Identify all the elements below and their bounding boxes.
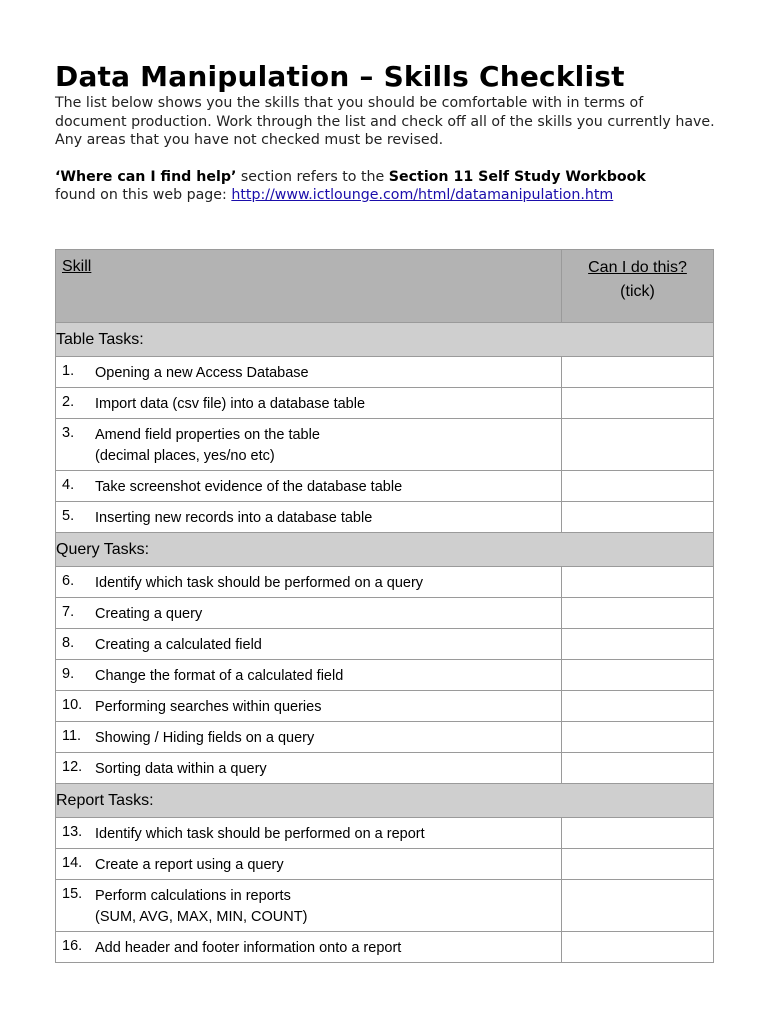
skill-cell: [56, 880, 562, 932]
page-title: Data Manipulation – Skills Checklist: [55, 60, 625, 93]
table-row: [56, 818, 714, 849]
skill-cell: [56, 722, 562, 753]
section-header-row: [56, 323, 714, 357]
tick-cell[interactable]: [562, 849, 714, 880]
skill-number: 2.: [62, 394, 75, 410]
skill-cell: [56, 629, 562, 660]
section-title: Table Tasks:: [56, 323, 714, 357]
skill-cell: [56, 753, 562, 784]
skill-number: 11.: [62, 728, 82, 744]
intro-paragraph: The list below shows you the skills that you should be comfortable with in terms of document production. Work through the list and check off all of the skills you currently have. Any areas that you have not checked must be revised.: [55, 95, 715, 148]
table-row: [56, 880, 714, 932]
skill-label: Creating a query: [95, 606, 203, 622]
tick-cell[interactable]: [562, 357, 714, 388]
table-row: [56, 932, 714, 963]
skill-label: Add header and footer information onto a report: [95, 940, 402, 956]
table-row: [56, 471, 714, 502]
skill-cell: [56, 388, 562, 419]
skill-label: Performing searches within queries: [95, 699, 322, 715]
skill-number: 7.: [62, 604, 75, 620]
workbook-name: Section 11 Self Study Workbook: [388, 168, 646, 185]
table-row: [56, 598, 714, 629]
tick-cell[interactable]: [562, 502, 714, 533]
table-row: [56, 722, 714, 753]
skill-number: 4.: [62, 477, 75, 493]
skill-cell: [56, 502, 562, 533]
section-title: Report Tasks:: [56, 784, 714, 818]
skill-cell: [56, 818, 562, 849]
skill-label: Creating a calculated field: [95, 637, 262, 653]
skill-number: 6.: [62, 573, 75, 589]
skill-number: 8.: [62, 635, 75, 651]
tick-cell[interactable]: [562, 932, 714, 963]
skill-number: 16.: [62, 938, 83, 954]
help-paragraph: [55, 168, 715, 205]
tick-cell[interactable]: [562, 753, 714, 784]
skill-number: 15.: [62, 886, 83, 902]
section-header-row: [56, 533, 714, 567]
tick-cell[interactable]: [562, 419, 714, 471]
help-text-1: section refers to the: [236, 168, 389, 185]
skill-label: Identify which task should be performed on a query: [95, 575, 424, 591]
tick-cell[interactable]: [562, 598, 714, 629]
tick-cell[interactable]: [562, 567, 714, 598]
skill-number: 3.: [62, 425, 75, 441]
skill-number: 14.: [62, 855, 83, 871]
table-row: [56, 502, 714, 533]
skill-cell: [56, 471, 562, 502]
skill-label: Showing / Hiding fields on a query: [95, 730, 315, 746]
skill-label: Opening a new Access Database: [95, 365, 309, 381]
skill-label: Change the format of a calculated field: [95, 668, 344, 684]
skill-label: Amend field properties on the table (decimal places, yes/no etc): [95, 427, 320, 464]
help-heading: ‘Where can I find help’: [55, 168, 237, 185]
skill-label: Create a report using a query: [95, 857, 284, 873]
tick-cell[interactable]: [562, 629, 714, 660]
skill-cell: [56, 357, 562, 388]
tick-cell[interactable]: [562, 691, 714, 722]
tick-cell[interactable]: [562, 660, 714, 691]
help-link[interactable]: http://www.ictlounge.com/html/datamanipulation.htm: [231, 187, 614, 203]
skill-label: Take screenshot evidence of the database table: [95, 479, 403, 495]
skill-number: 13.: [62, 824, 83, 840]
skill-number: 5.: [62, 508, 75, 524]
section-title: Query Tasks:: [56, 533, 714, 567]
tick-cell[interactable]: [562, 818, 714, 849]
skill-cell: [56, 419, 562, 471]
section-header-row: [56, 784, 714, 818]
skill-label: Sorting data within a query: [95, 761, 267, 777]
table-row: [56, 567, 714, 598]
skill-label: Identify which task should be performed on a report: [95, 826, 425, 842]
skill-number: 12.: [62, 759, 83, 775]
skill-number: 9.: [62, 666, 75, 682]
skill-cell: [56, 691, 562, 722]
table-row: [56, 388, 714, 419]
skill-column-header: Skill: [56, 250, 562, 323]
table-row: [56, 419, 714, 471]
skill-number: 1.: [62, 363, 75, 379]
skill-label: Inserting new records into a database table: [95, 510, 373, 526]
skills-checklist-table: [55, 249, 714, 963]
skill-cell: [56, 567, 562, 598]
tick-cell[interactable]: [562, 722, 714, 753]
skill-cell: [56, 660, 562, 691]
tick-cell[interactable]: [562, 880, 714, 932]
table-row: [56, 629, 714, 660]
skill-label: Perform calculations in reports (SUM, AVG, MAX, MIN, COUNT): [95, 888, 308, 925]
help-text-2: found on this web page:: [55, 187, 232, 203]
skill-number: 10.: [62, 697, 83, 713]
table-row: [56, 660, 714, 691]
tick-cell[interactable]: [562, 471, 714, 502]
skill-label: Import data (csv file) into a database table: [95, 396, 366, 412]
skill-cell: [56, 849, 562, 880]
skill-cell: [56, 932, 562, 963]
table-row: [56, 691, 714, 722]
table-row: [56, 849, 714, 880]
skill-cell: [56, 598, 562, 629]
table-row: [56, 753, 714, 784]
table-row: [56, 357, 714, 388]
tick-cell[interactable]: [562, 388, 714, 419]
document-page: [55, 60, 715, 205]
checklist-body: [56, 323, 714, 963]
tick-column-header: Can I do this? (tick): [562, 250, 714, 323]
